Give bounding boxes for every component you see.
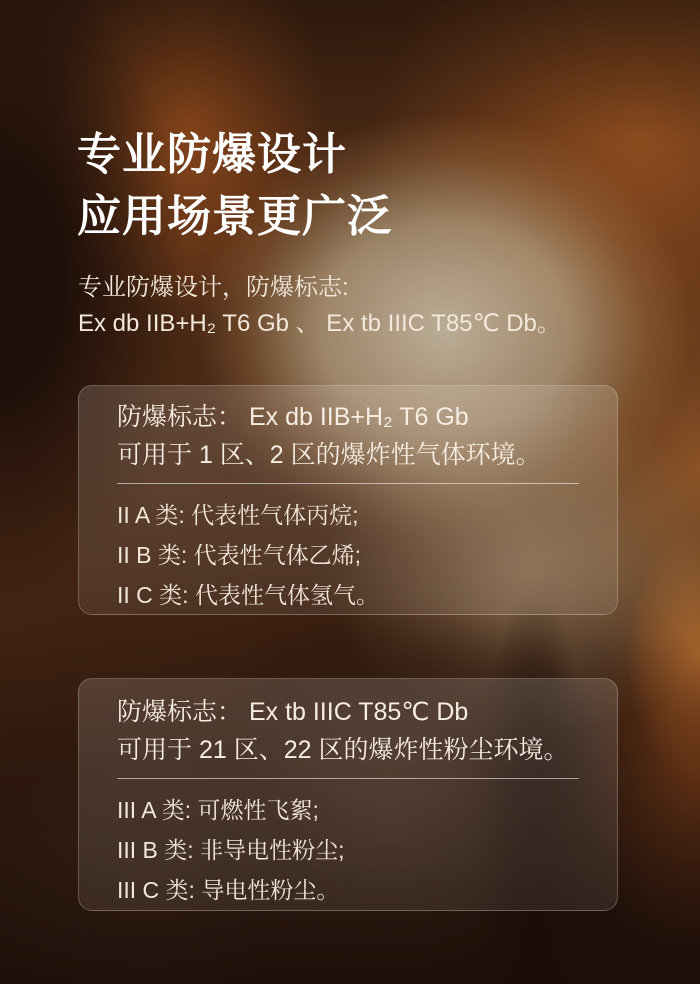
spec-card-gas [78, 385, 618, 615]
page-title-line2: 应用场景更广泛 [77, 192, 392, 241]
gas-class-item-c: II C 类: 代表性气体氢气。 [117, 582, 379, 608]
gas-card-heading: 防爆标志： Ex db IIB+H₂ T6 Gb [117, 403, 469, 431]
spec-card-dust [78, 678, 618, 911]
page-subtitle [78, 270, 561, 342]
gas-card-scope: 可用于 1 区、2 区的爆炸性气体环境。 [117, 441, 541, 469]
dust-card-divider [117, 778, 579, 779]
page-subtitle-line2: Ex db IIB+H₂ T6 Gb 、 Ex tb IIIC T85℃ Db。 [78, 310, 561, 337]
page-title [77, 124, 392, 248]
gas-class-item-a: II A 类: 代表性气体丙烷; [117, 502, 359, 528]
dust-class-item-c: III C 类: 导电性粉尘。 [117, 877, 340, 903]
dust-class-item-b: III B 类: 非导电性粉尘; [117, 837, 345, 863]
dust-card-scope: 可用于 21 区、22 区的爆炸性粉尘环境。 [117, 736, 569, 764]
dust-card-heading: 防爆标志： Ex tb IIIC T85℃ Db [117, 698, 469, 726]
page-subtitle-line1: 专业防爆设计，防爆标志: [78, 274, 349, 301]
page-title-line1: 专业防爆设计 [77, 130, 347, 179]
dust-class-item-a: III A 类: 可燃性飞絮; [117, 797, 319, 823]
gas-card-divider [117, 483, 579, 484]
gas-class-item-b: II B 类: 代表性气体乙烯; [117, 542, 362, 568]
